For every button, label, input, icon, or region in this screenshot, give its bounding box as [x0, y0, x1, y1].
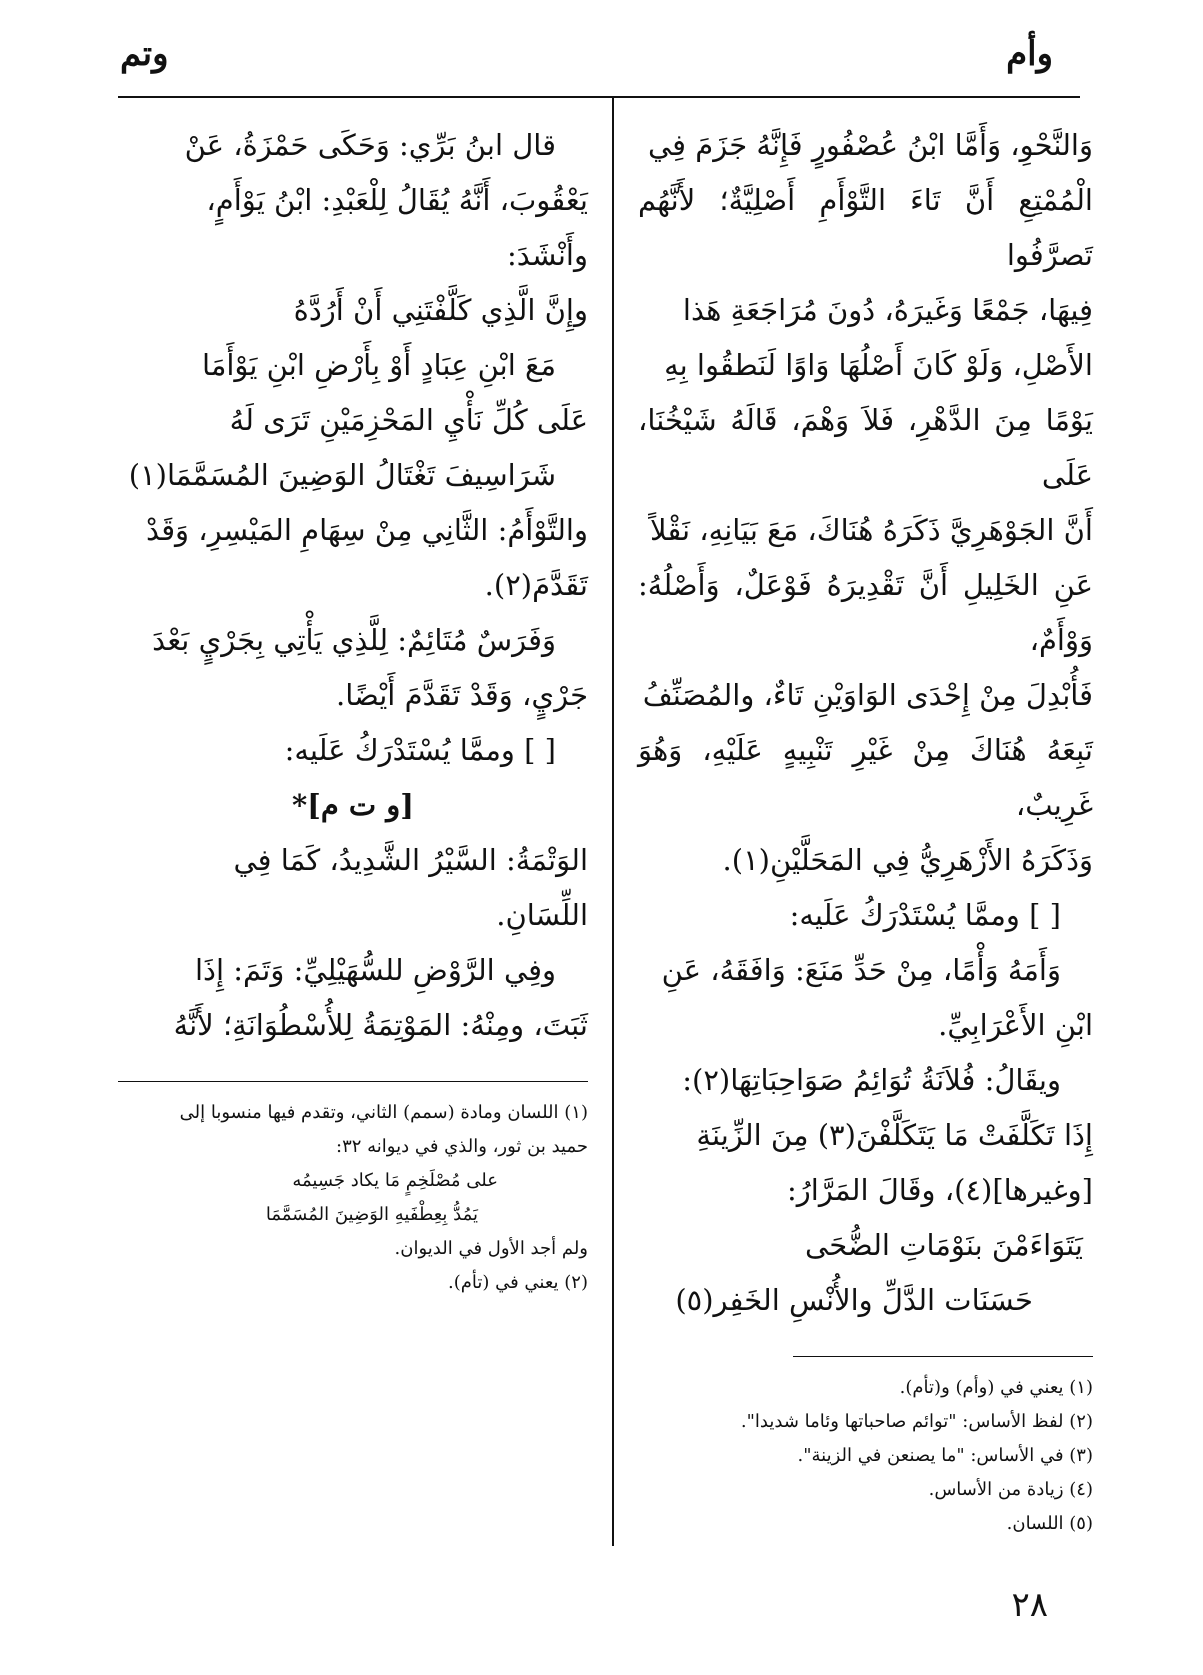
text-line: ثَبَتَ، ومِنْهُ: المَوْتِمَةُ لِلأُسْطُوَانَةِ؛ لأَنَّهُ	[173, 1008, 588, 1042]
text-line: عَنِ الخَلِيلِ أَنَّ تَقْدِيرَهُ فَوْعَلٌ، وَأَصْلُهُ: وَوْأَمٌ،	[638, 568, 1093, 657]
footnote-verse: على مُصْلَخِمٍ مَا يكاد جَسِيمُه	[292, 1170, 498, 1191]
column-divider	[612, 96, 614, 1546]
text-line: وَأَمَهُ وَأْمًا، مِنْ حَدِّ مَنَعَ: وَافَقَهُ، عَنِ	[661, 953, 1061, 987]
text-line: وَذَكَرَهُ الأَزْهَرِيُّ فِي المَحَلَّيْنِ(١).	[722, 843, 1093, 877]
text-line: وَفَرَسٌ مُتَائِمٌ: لِلَّذِي يَأْتِي بِجَرْيٍ بَعْدَ	[152, 623, 556, 657]
verse-line: حَسَنَات الدَّلِّ والأُنْسِ الخَفِر(٥)	[675, 1283, 1033, 1317]
footnote: (٥) اللسان.	[1006, 1513, 1093, 1534]
text-line: [وغيرها](٤)، وقَالَ المَرَّارُ:	[787, 1173, 1093, 1207]
verse-line: وإِنَّ الَّذِي كَلَّفْتَنِي أَنْ أَرُدَّهُ	[293, 293, 588, 327]
text-line: جَرْيٍ، وَقَدْ تَقَدَّمَ أَيْضًا.	[336, 678, 588, 712]
text-line: وفِي الرَّوْضِ للسُّهَيْلِيِّ: وَتَمَ: إِذَا	[194, 953, 556, 987]
text-line: وأَنْشَدَ:	[507, 238, 588, 272]
verse-line: عَلَى كُلِّ نَأْيِ المَحْزِمَيْنِ تَرَى لَهُ	[229, 403, 588, 437]
footnote: (١) اللسان ومادة (سمم) الثاني، وتقدم فيها منسوبا إلى	[179, 1102, 588, 1123]
text-line: الأَصْلِ، وَلَوْ كَانَ أَصْلُهَا وَاوًا لَنَطقُوا بِهِ	[664, 348, 1093, 382]
verse-line: يَتَوَاءَمْنَ بنَوْمَاتِ الضُّحَى	[805, 1228, 1083, 1262]
header-entry-left: وتم	[120, 34, 169, 74]
footnote-rule	[793, 1356, 1093, 1357]
text-line: أَنَّ الجَوْهَرِيَّ ذَكَرَهُ هُنَاكَ، مَعَ بَيَانِهِ، نَقْلاً	[650, 513, 1093, 547]
text-line: تَقَدَّمَ(٢).	[484, 568, 588, 602]
verse-line: شَرَاسِيفَ تَغْتَالُ الوَضِينَ المُسَمَّمَا(١)	[128, 458, 556, 492]
footnote-verse: يَمُدُّ بِعِطْفَيهِ الوَضِينَ المُسَمَّمَا	[265, 1204, 478, 1225]
footnote: (٤) زيادة من الأساس.	[928, 1479, 1093, 1500]
header-entry-right: وأم	[1006, 34, 1053, 74]
footnote: (٢) لفظ الأساس: "توائم صاحباتها وئاما شديدا".	[740, 1411, 1093, 1432]
right-column	[638, 118, 1093, 1541]
footnotes-right	[638, 1371, 1093, 1541]
left-column	[118, 118, 588, 1300]
footnote: ولم أجد الأول في الديوان.	[394, 1238, 588, 1259]
text-line: تَبِعَهُ هُنَاكَ مِنْ غَيْرِ تَنْبِيهٍ عَلَيْهِ، وَهُوَ غَرِيبٌ،	[638, 733, 1093, 822]
entry-heading: [و ت م]*	[291, 788, 415, 822]
footnote: (٣) في الأساس: "ما يصنعن في الزينة".	[797, 1445, 1093, 1466]
text-line: الْمُمْتِعِ أَنَّ تَاءَ التَّوْأَمِ أَصْلِيَّةٌ؛ لأَنَّهُم تَصرَّفُوا	[638, 183, 1093, 272]
text-line: ابْنِ الأَعْرَابِيِّ.	[938, 1008, 1093, 1042]
page-number: ٢٨	[1011, 1585, 1048, 1625]
text-line: فِيهَا، جَمْعًا وَغَيرَهُ، دُونَ مُرَاجَعَةِ هَذا	[682, 293, 1093, 327]
footnote: حميد بن ثور، والذي في ديوانه ٣٢:	[336, 1136, 588, 1157]
text-line: قال ابنُ بَرِّي: وَحَكَى حَمْزَةُ، عَنْ	[184, 128, 556, 162]
text-line: [ ] وممَّا يُسْتَدْرَكُ عَلَيه:	[284, 733, 556, 767]
footnotes-left	[118, 1096, 588, 1300]
text-line: يَوْمًا مِنَ الدَّهْرِ، فَلاَ وَهْمَ، قَالَهُ شَيْخُنَا، عَلَى	[638, 403, 1093, 492]
text-line: وَالنَّحْوِ، وَأَمَّا ابْنُ عُصْفُورٍ فَإِنَّهُ جَزَمَ فِي	[648, 128, 1093, 162]
text-line: الوَتْمَةُ: السَّيْرُ الشَّدِيدُ، كَمَا فِي	[233, 843, 588, 877]
header-rule	[118, 96, 1080, 98]
text-line: والتَّوْأَمُ: الثَّانِي مِنْ سِهَامِ المَيْسِرِ، وَقَدْ	[145, 513, 588, 547]
text-line: اللِّسَانِ.	[496, 898, 588, 932]
text-line: إِذَا تَكَلَّفَتْ مَا يَتَكَلَّفْنَ(٣) مِنَ الزِّينَةِ	[696, 1118, 1093, 1152]
text-line: يَعْقُوبَ، أَنَّهُ يُقَالُ لِلْعَبْدِ: ابْنُ يَوْأَمٍ،	[206, 183, 588, 217]
footnote-rule	[118, 1081, 588, 1082]
verse-line: مَعَ ابْنِ عِبَادٍ أَوْ بِأَرْضِ ابْنِ يَوْأَمَا	[201, 348, 556, 382]
text-line: ويقَالُ: فُلاَنَةُ تُوَائِمُ صَوَاحِبَاتِهَا(٢):	[682, 1063, 1061, 1097]
text-line: فَأُبْدِلَ مِنْ إِحْدَى الوَاوَيْنِ تَاءٌ، والمُصَنِّفُ	[642, 678, 1093, 712]
footnote: (٢) يعني في (تأم).	[447, 1272, 588, 1293]
text-line: [ ] وممَّا يُسْتَدْرَكُ عَلَيه:	[789, 898, 1061, 932]
footnote: (١) يعني في (وأم) و(تأم).	[899, 1377, 1093, 1398]
